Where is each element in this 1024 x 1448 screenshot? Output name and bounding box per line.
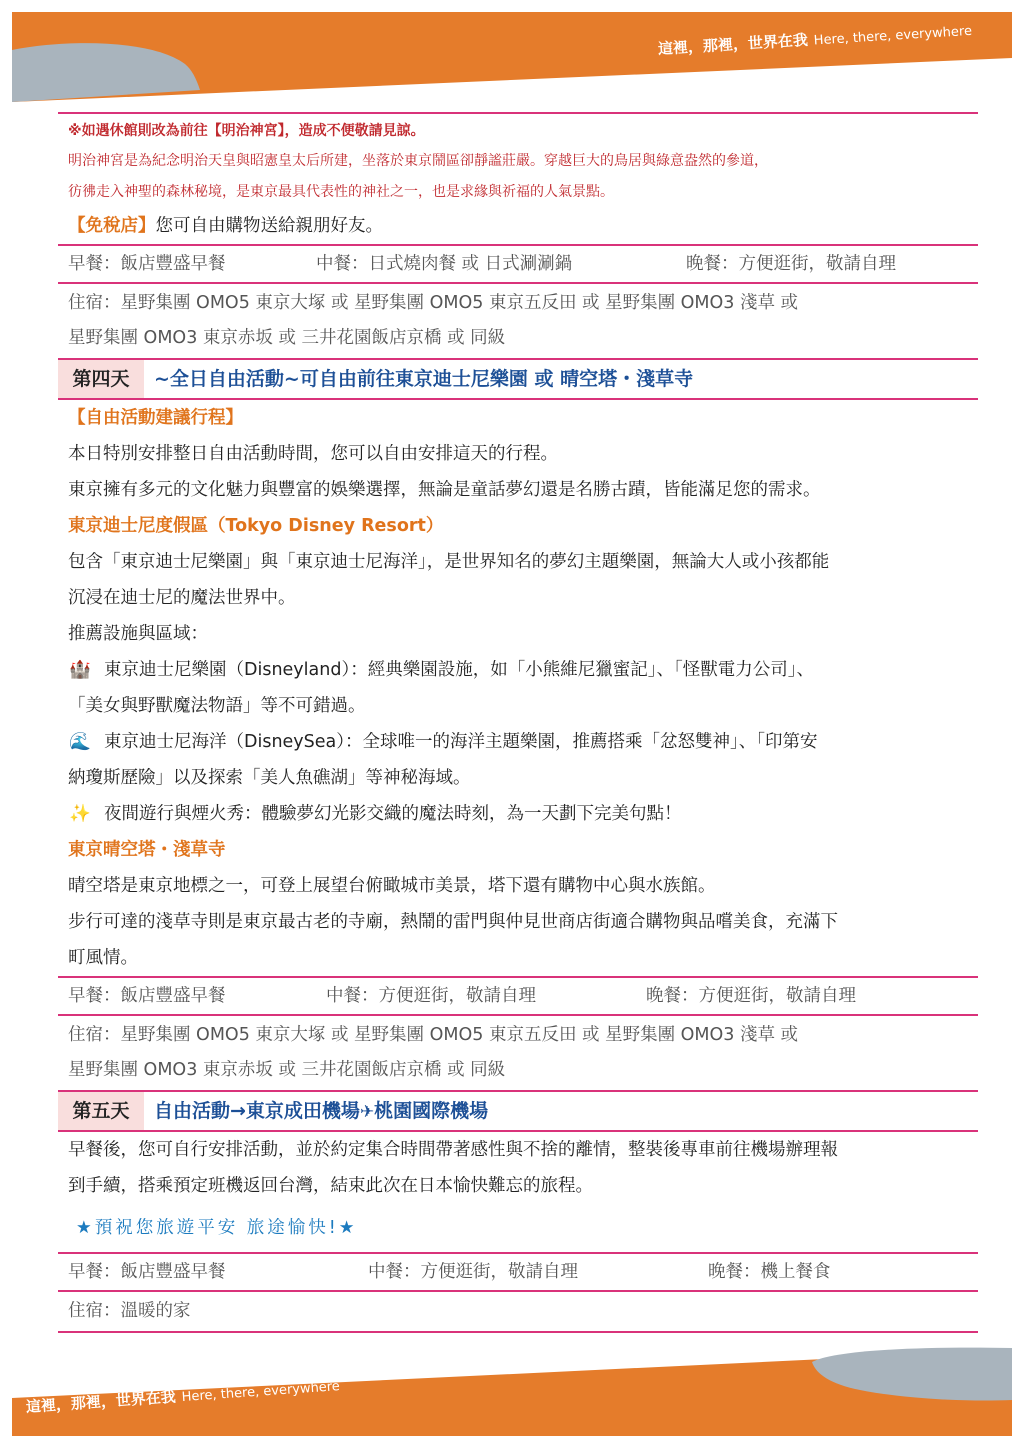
paragraph: 沉浸在迪士尼的魔法世界中。 [68,588,296,608]
day-title-part: 自由活動→東京成田機場 [154,1100,360,1122]
accommodation [58,1292,978,1331]
meals-row [58,978,978,1014]
accommodation-line: 住宿：星野集團 OMO5 東京大塚 或 星野集團 OMO5 東京五反田 或 星野集團 OMO3 淺草 或 [68,293,799,313]
sparkles-icon: ✨ [69,804,91,824]
blessing-text: ★預祝您旅遊平安 旅途愉快!★ [76,1218,358,1238]
facility-text: 東京迪士尼海洋（DisneySea）：全球唯一的海洋主題樂園，推薦搭乘「忿怒雙神」、「印第安 [104,732,818,752]
facility-item [58,724,978,760]
day-title [154,1092,978,1130]
accommodation [58,284,978,358]
accommodation-line: 住宿：星野集團 OMO5 東京大塚 或 星野集團 OMO5 東京五反田 或 星野集團 OMO3 淺草 或 [68,1025,799,1045]
paragraph: 步行可達的淺草寺則是東京最古老的寺廟，熱鬧的雷門與仲見世商店街適合購物與品嚐美食，充滿下 [68,912,838,932]
breakfast: 早餐：飯店豐盛早餐 [68,1262,226,1282]
accommodation [58,1016,978,1090]
paragraph: 東京擁有多元的文化魅力與豐富的娛樂選擇，無論是童話夢幻還是名勝古蹟，皆能滿足您的需求。 [68,480,821,500]
recommend-label: 推薦設施與區域： [68,624,208,644]
facility-item [58,652,978,688]
day-label: 第四天 [58,360,144,398]
castle-icon: 🏰 [69,660,91,680]
closure-note-line: 明治神宮是為紀念明治天皇與昭憲皇太后所建，坐落於東京鬧區卻靜謐莊嚴。穿越巨大的鳥居與綠意盎然的參道， [68,153,768,169]
duty-free-label: 【免稅店】 [68,216,156,236]
accommodation-line: 星野集團 OMO3 東京赤坂 或 三井花園飯店京橋 或 同級 [68,328,506,348]
divider [58,1331,978,1333]
day-title: ~全日自由活動~可自由前往東京迪士尼樂園 或 晴空塔・淺草寺 [154,368,694,390]
lunch: 中餐：日式燒肉餐 或 日式涮涮鍋 [316,254,573,274]
paragraph: 到手續，搭乘預定班機返回台灣，結束此次在日本愉快難忘的旅程。 [68,1176,593,1196]
wave-icon: 🌊 [69,732,91,752]
day5-header [58,1092,978,1130]
facility-text: 東京迪士尼樂園（Disneyland）：經典樂園設施，如「小熊維尼獵蜜記」、「怪獸電力公司」、 [104,660,814,680]
dinner: 晚餐：機上餐食 [708,1262,831,1282]
skytree-heading: 東京晴空塔・淺草寺 [68,840,226,860]
facility-text: 夜間遊行與煙火秀：體驗夢幻光影交織的魔法時刻，為一天劃下完美句點！ [104,804,682,824]
dinner: 晚餐：方便逛街，敬請自理 [646,986,856,1006]
dinner: 晚餐：方便逛街，敬請自理 [686,254,896,274]
lunch: 中餐：方便逛街，敬請自理 [368,1262,578,1282]
meals-row [58,246,978,282]
closure-note-line: 彷彿走入神聖的森林秘境，是東京最具代表性的神社之一，也是求緣與祈福的人氣景點。 [68,184,614,200]
slogan-en: Here, there, everywhere [813,23,973,49]
suggest-heading: 【自由活動建議行程】 [68,408,243,428]
day-label: 第五天 [58,1092,144,1130]
slogan-zh: 這裡，那裡，世界在我 [657,30,809,58]
paragraph: 早餐後，您可自行安排活動，並於約定集合時間帶著感性與不捨的離情，整裝後專車前往機場辦理報 [68,1140,838,1160]
duty-free-text: 您可自由購物送給親朋好友。 [155,216,383,236]
airplane-icon: ✈ [359,1102,375,1122]
closure-note-title: ※如遇休館則改為前往【明治神宮】，造成不便敬請見諒。 [68,123,425,139]
facility-text-cont: 「美女與野獸魔法物語」等不可錯過。 [68,696,366,716]
meals-row [58,1254,978,1290]
day4-header [58,360,978,398]
itinerary-content [58,112,978,1333]
day-title-part: 桃園國際機場 [374,1100,489,1122]
breakfast: 早餐：飯店豐盛早餐 [68,986,226,1006]
slogan-en: Here, there, everywhere [181,1379,341,1406]
slogan-zh: 這裡，那裡，世界在我 [25,1387,177,1416]
lunch: 中餐：方便逛街，敬請自理 [326,986,536,1006]
paragraph: 晴空塔是東京地標之一，可登上展望台俯瞰城市美景，塔下還有購物中心與水族館。 [68,876,716,896]
paragraph: 包含「東京迪士尼樂園」與「東京迪士尼海洋」，是世界知名的夢幻主題樂園，無論大人或小孩都能 [68,552,830,572]
facility-text-cont: 納瓊斯歷險」以及探索「美人魚礁湖」等神秘海域。 [68,768,471,788]
top-banner [0,0,1024,110]
accommodation-line: 星野集團 OMO3 東京赤坂 或 三井花園飯店京橋 或 同級 [68,1060,506,1080]
accommodation-line: 住宿：溫暖的家 [68,1301,191,1321]
duty-free-line [58,208,978,244]
breakfast: 早餐：飯店豐盛早餐 [68,254,226,274]
paragraph: 町風情。 [68,948,138,968]
disney-heading: 東京迪士尼度假區（Tokyo Disney Resort） [68,516,444,536]
paragraph: 本日特別安排整日自由活動時間，您可以自由安排這天的行程。 [68,444,558,464]
facility-item [58,796,978,832]
